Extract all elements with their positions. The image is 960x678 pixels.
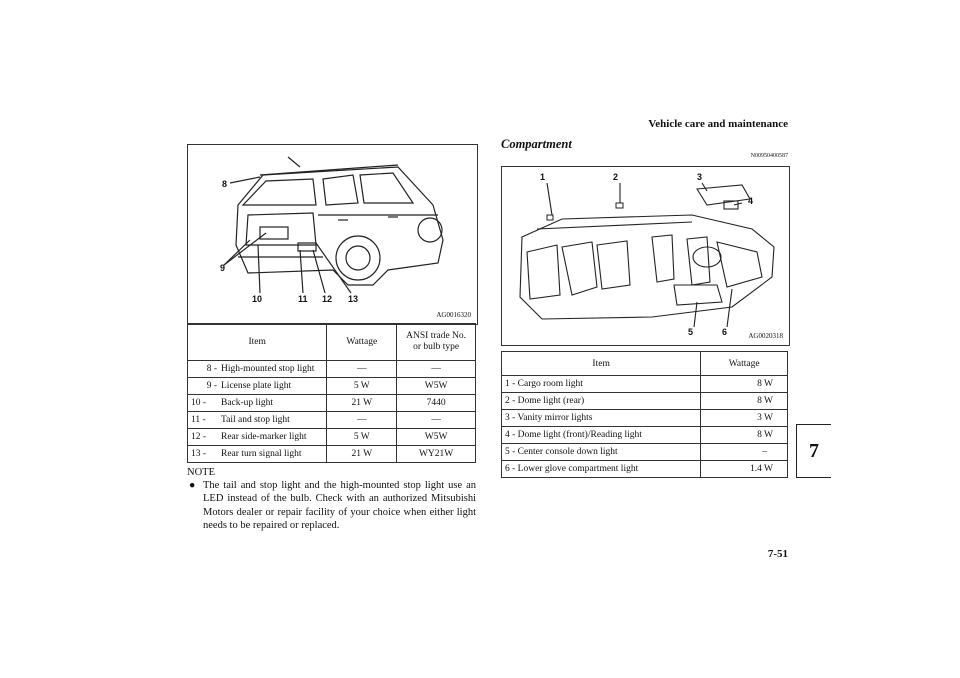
figure-code: AG0020318	[748, 332, 783, 340]
table-row	[188, 446, 476, 463]
wattage-cell: —	[327, 412, 397, 429]
chapter-header: Vehicle care and maintenance	[648, 118, 788, 130]
table-header-row	[502, 352, 788, 376]
callout-8: 8	[222, 179, 228, 189]
vehicle-rear-illustration	[188, 145, 477, 324]
table-row	[502, 376, 788, 393]
note-text: ● The tail and stop light and the high-mounted stop light use an LED instead of the bulb. Check with an authorized Mitsubishi Motors dealer or repair facility of your choice when either light needs to be repaired or replaced.	[189, 480, 476, 531]
section-title: Compartment	[501, 137, 572, 151]
item-cell: 11 - Tail and stop light	[188, 412, 327, 429]
table-row	[502, 427, 788, 444]
bulb-cell: WY21W	[397, 446, 476, 463]
table-row	[502, 393, 788, 410]
table-row	[502, 410, 788, 427]
exterior-lights-figure	[187, 144, 478, 325]
wattage-cell: 5 W	[327, 378, 397, 395]
item-cell: 1 - Cargo room light	[502, 376, 701, 393]
item-cell: 2 - Dome light (rear)	[502, 393, 701, 410]
callout-3: 3	[697, 172, 703, 182]
table-row	[188, 361, 476, 378]
wattage-cell: 8 W	[701, 393, 788, 410]
header-bulb-type: ANSI trade No. or bulb type	[397, 324, 476, 361]
table-row	[188, 429, 476, 446]
wattage-cell: 8 W	[701, 427, 788, 444]
callout-11: 11	[298, 294, 308, 304]
table-row	[502, 444, 788, 461]
wattage-cell: 21 W	[327, 446, 397, 463]
callout-5: 5	[688, 327, 694, 337]
wattage-cell: 5 W	[327, 429, 397, 446]
bullet-icon: ●	[189, 480, 196, 492]
callout-13: 13	[348, 294, 359, 304]
callout-6: 6	[722, 327, 728, 337]
callout-1: 1	[540, 172, 546, 182]
exterior-lights-table	[187, 323, 476, 463]
item-cell: 3 - Vanity mirror lights	[502, 410, 701, 427]
page-number: 7-51	[767, 548, 788, 560]
table-row	[188, 395, 476, 412]
item-cell: 13 - Rear turn signal light	[188, 446, 327, 463]
figure-code: AG0016320	[436, 311, 471, 319]
interior-lights-figure	[501, 166, 790, 346]
item-cell: 5 - Center console down light	[502, 444, 701, 461]
item-cell: 9 - License plate light	[188, 378, 327, 395]
chapter-tab-number: 7	[809, 439, 819, 462]
bulb-cell: 7440	[397, 395, 476, 412]
wattage-cell: –	[701, 444, 788, 461]
bulb-cell: W5W	[397, 429, 476, 446]
header-item: Item	[502, 352, 701, 376]
item-cell: 10 - Back-up light	[188, 395, 327, 412]
header-wattage: Wattage	[327, 324, 397, 361]
table-row	[188, 378, 476, 395]
chapter-tab	[796, 424, 831, 478]
item-cell: 6 - Lower glove compartment light	[502, 461, 701, 478]
bulb-cell: —	[397, 361, 476, 378]
note-label: NOTE	[187, 467, 215, 478]
callout-9: 9	[220, 263, 226, 273]
wattage-cell: 3 W	[701, 410, 788, 427]
interior-lights-table	[501, 351, 788, 478]
wattage-cell: 1.4 W	[701, 461, 788, 478]
table-row	[502, 461, 788, 478]
bulb-cell: W5W	[397, 378, 476, 395]
table-header-row	[188, 324, 476, 361]
vehicle-interior-illustration	[502, 167, 789, 345]
callout-4: 4	[748, 196, 754, 206]
item-cell: 8 - High-mounted stop light	[188, 361, 327, 378]
item-cell: 4 - Dome light (front)/Reading light	[502, 427, 701, 444]
bulb-cell: —	[397, 412, 476, 429]
callout-10: 10	[252, 294, 263, 304]
header-item: Item	[188, 324, 327, 361]
item-cell: 12 - Rear side-marker light	[188, 429, 327, 446]
note-block	[187, 466, 476, 532]
wattage-cell: —	[327, 361, 397, 378]
wattage-cell: 8 W	[701, 376, 788, 393]
callout-2: 2	[613, 172, 619, 182]
header-wattage: Wattage	[701, 352, 788, 376]
wattage-cell: 21 W	[327, 395, 397, 412]
callout-12: 12	[322, 294, 333, 304]
section-code: N00950400587	[750, 153, 788, 159]
table-row	[188, 412, 476, 429]
